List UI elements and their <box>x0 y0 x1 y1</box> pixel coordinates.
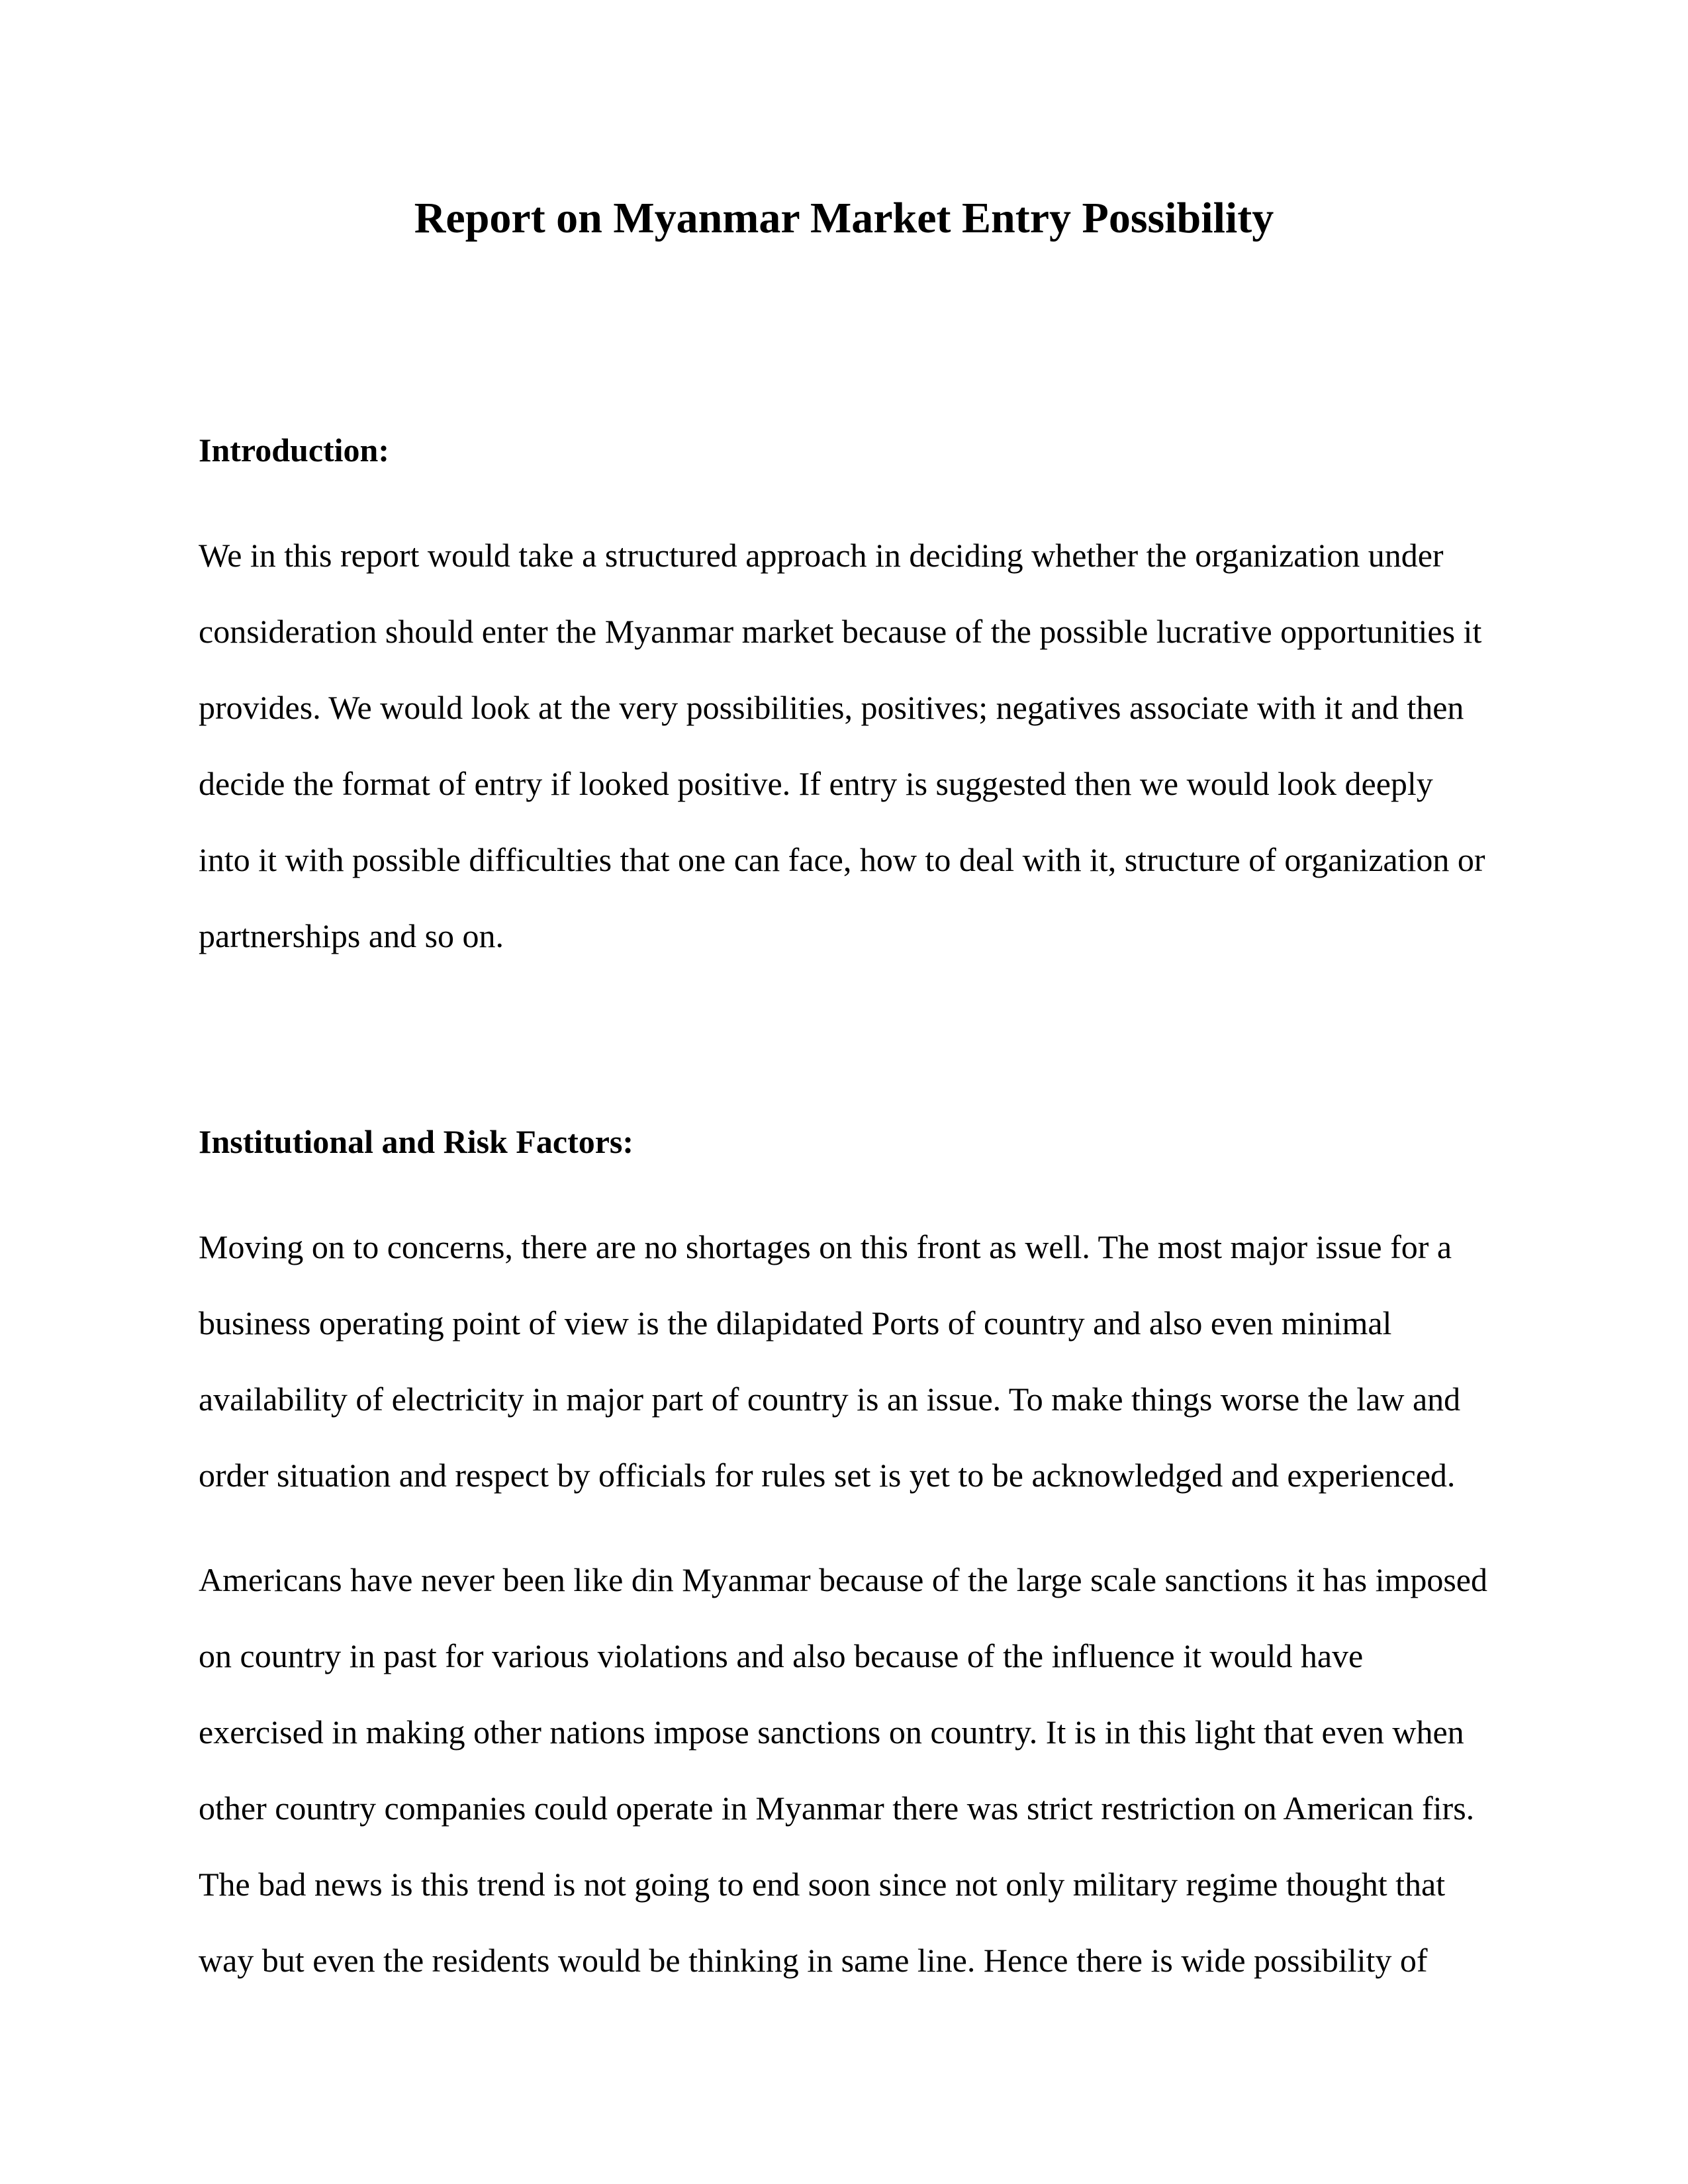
risk-factors-paragraph-1 <box>199 1209 1496 1514</box>
text-line: order situation and respect by officials for rules set is yet to be acknowledged and experienced. <box>199 1457 1456 1494</box>
risk-factors-paragraph-2 <box>199 1542 1496 1999</box>
text-line: consideration should enter the Myanmar market because of the possible lucrative opportunities it <box>199 613 1482 650</box>
text-line: exercised in making other nations impose sanctions on country. It is in this light that even when <box>199 1713 1464 1751</box>
text-line: other country companies could operate in Myanmar there was strict restriction on American firs. <box>199 1790 1475 1827</box>
text-line: availability of electricity in major part of country is an issue. To make things worse the law and <box>199 1381 1461 1418</box>
text-line: Moving on to concerns, there are no shortages on this front as well. The most major issue for a <box>199 1228 1452 1265</box>
text-line: on country in past for various violations and also because of the influence it would have <box>199 1637 1364 1674</box>
text-line: The bad news is this trend is not going to end soon since not only military regime thought that <box>199 1866 1446 1903</box>
text-line: way but even the residents would be thinking in same line. Hence there is wide possibility of <box>199 1942 1428 1979</box>
text-line: provides. We would look at the very possibilities, positives; negatives associate with it and then <box>199 689 1464 726</box>
text-line: into it with possible difficulties that one can face, how to deal with it, structure of organization or <box>199 841 1485 878</box>
text-line: business operating point of view is the dilapidated Ports of country and also even minimal <box>199 1304 1392 1342</box>
text-line: Americans have never been like din Myanmar because of the large scale sanctions it has imposed <box>199 1561 1487 1598</box>
text-line: partnerships and so on. <box>199 917 504 954</box>
text-line: decide the format of entry if looked positive. If entry is suggested then we would look deeply <box>199 765 1433 802</box>
introduction-paragraph <box>199 518 1496 974</box>
text-line: We in this report would take a structured approach in deciding whether the organization under <box>199 537 1444 574</box>
section-heading-institutional-risk: Institutional and Risk Factors: <box>199 1123 634 1160</box>
document-title: Report on Myanmar Market Entry Possibility <box>414 194 1274 242</box>
section-heading-introduction: Introduction: <box>199 432 390 469</box>
